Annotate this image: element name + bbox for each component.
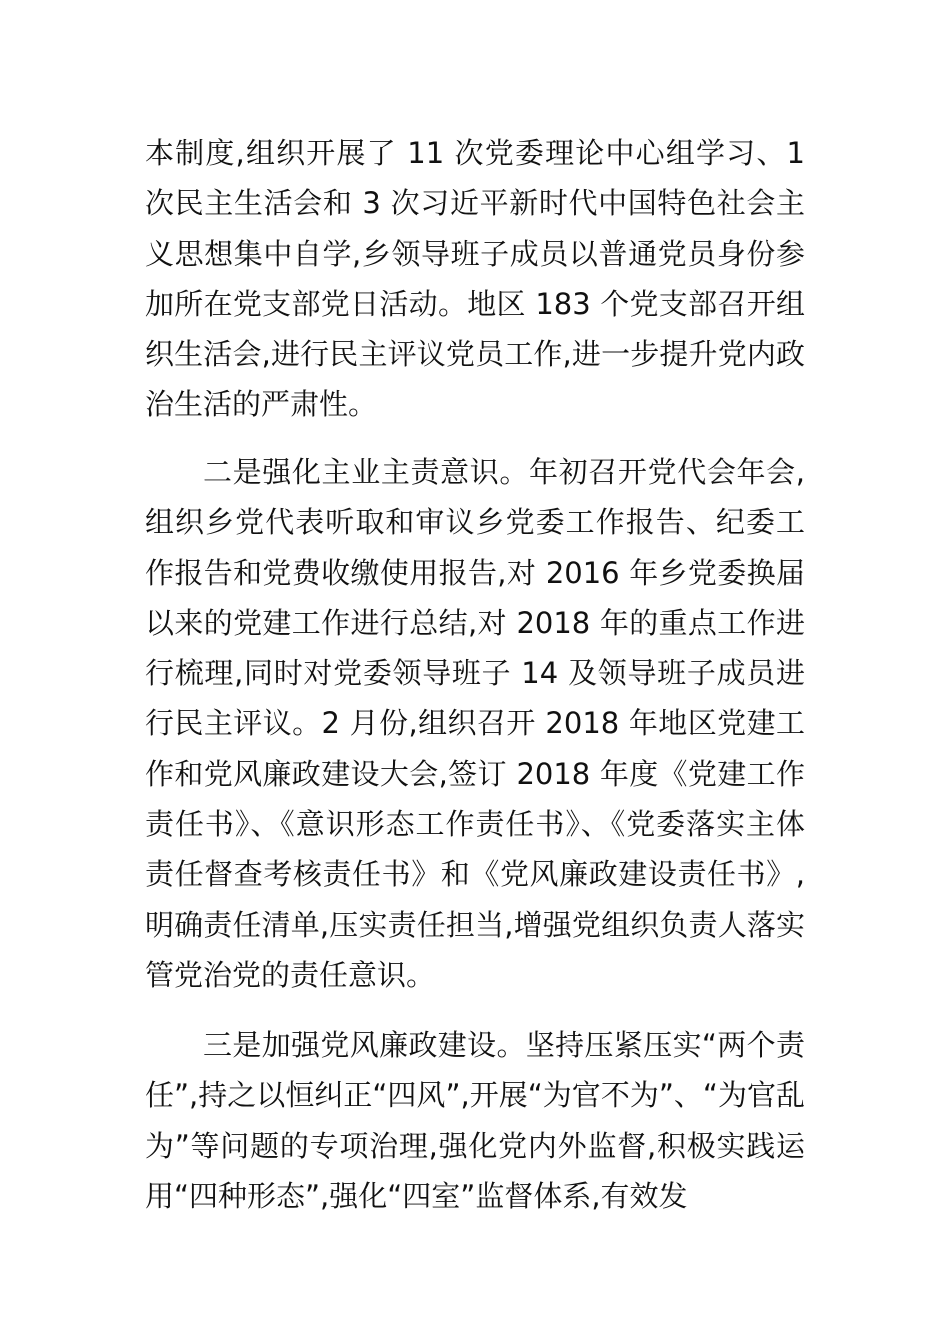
- paragraph-item-two: 二是强化主业主责意识。年初召开党代会年会,组织乡党代表听取和审议乡党委工作报告、纪委工作报告和党费收缴使用报告,对 2016 年乡党委换届以来的党建工作进行总结,对 2018 年的重点工作进行梳理,同时对党委领导班子 14 及领导班子成员进行民主评议。2 月份,组织召开 2018 年地区党建工作和党风廉政建设大会,签订 2018 年度《党建工作责任书》、《意识形态工作责任书》、《党委落实主体责任督查考核责任书》和《党风廉政建设责任书》,明确责任清单,压实责任担当,增强党组织负责人落实管党治党的责任意识。: [145, 455, 805, 992]
- paragraph-continued: 本制度,组织开展了 11 次党委理论中心组学习、1 次民主生活会和 3 次习近平新时代中国特色社会主义思想集中自学,乡领导班子成员以普通党员身份参加所在党支部党日活动。地区 183 个党支部召开组织生活会,进行民主评议党员工作,进一步提升党内政治生活的严肃性。: [145, 136, 805, 422]
- paragraph-item-three: 三是加强党风廉政建设。坚持压紧压实“两个责任”,持之以恒纠正“四风”,开展“为官不为”、“为官乱为”等问题的专项治理,强化党内外监督,积极实践运用“四种形态”,强化“四室”监督体系,有效发: [145, 1028, 805, 1213]
